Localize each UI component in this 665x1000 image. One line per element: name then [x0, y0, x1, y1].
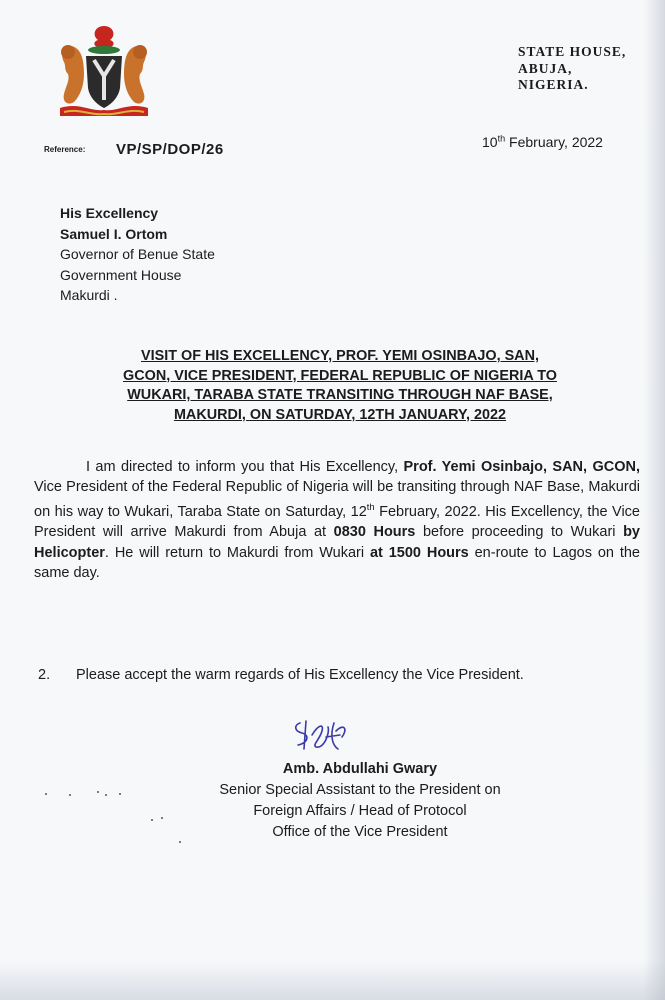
letter-date	[482, 133, 603, 150]
recipient-title: His Excellency	[60, 205, 159, 221]
transport-mode: by Helicopter	[34, 524, 640, 561]
handwritten-signature	[290, 715, 352, 755]
reference-number: VP/SP/DOP/26	[116, 141, 224, 158]
address-line: NIGERIA.	[518, 77, 589, 92]
address-line: STATE HOUSE,	[518, 44, 627, 59]
recipient-line: Makurdi .	[60, 287, 118, 303]
paragraph-number: 2.	[38, 667, 51, 683]
recipient-block	[60, 203, 215, 306]
scan-edge-shadow	[643, 0, 665, 1000]
arrival-time: 0830 Hours	[333, 524, 416, 541]
return-time: at 1500 Hours	[369, 544, 469, 561]
recipient-line: Government House	[60, 266, 182, 283]
subject-line: WUKARI, TARABA STATE TRANSITING THROUGH NAF BASE,	[127, 387, 553, 403]
recipient-name: Samuel I. Ortom	[60, 225, 168, 242]
subject-line: VISIT OF HIS EXCELLENCY, PROF. YEMI OSINBAJO, SAN,	[141, 348, 539, 364]
body-paragraph-2	[38, 667, 524, 683]
address-line: ABUJA,	[518, 60, 573, 76]
signatory-title-line: Office of the Vice President	[272, 824, 448, 840]
signatory-title-line: Foreign Affairs / Head of Protocol	[253, 803, 467, 819]
signatory-title-line: Senior Special Assistant to the President on	[219, 782, 501, 798]
nigeria-coat-of-arms-icon	[50, 22, 158, 122]
reference-label: Reference:	[44, 145, 86, 154]
subject-line: MAKURDI, ON SATURDAY, 12TH JANUARY, 2022	[173, 406, 507, 423]
letter-subject	[40, 347, 640, 425]
scan-bottom-shadow	[0, 960, 665, 1000]
signatory-name: Amb. Abdullahi Gwary	[282, 761, 438, 777]
recipient-line: Governor of Benue State	[60, 246, 215, 262]
vp-name: Prof. Yemi Osinbajo, SAN, GCON,	[403, 459, 640, 475]
paragraph-text: Please accept the warm regards of His Excellency the Vice President.	[76, 667, 524, 683]
subject-line: GCON, VICE PRESIDENT, FEDERAL REPUBLIC OF NIGERIA TO	[123, 367, 557, 384]
sender-address	[518, 44, 626, 94]
scan-speckles	[40, 786, 240, 846]
body-paragraph-1: I am directed to inform you that His Excellency, Prof. Yemi Osinbajo, SAN, GCON, Vice President of the Federal Republic of Nigeria will be transiting through NAF Base, Makurdi on his way to Wukari, Taraba State on Saturday, 12th February, 2022. His Excellency, the Vice President will arrive Makurdi from Abuja at 0830 Hours before proceeding to Wukari by Helicopter. He will return to Makurdi from Wukari at 1500 Hours en-route to Lagos on the same day.	[34, 459, 640, 581]
date-text: 10th February, 2022	[482, 133, 603, 150]
